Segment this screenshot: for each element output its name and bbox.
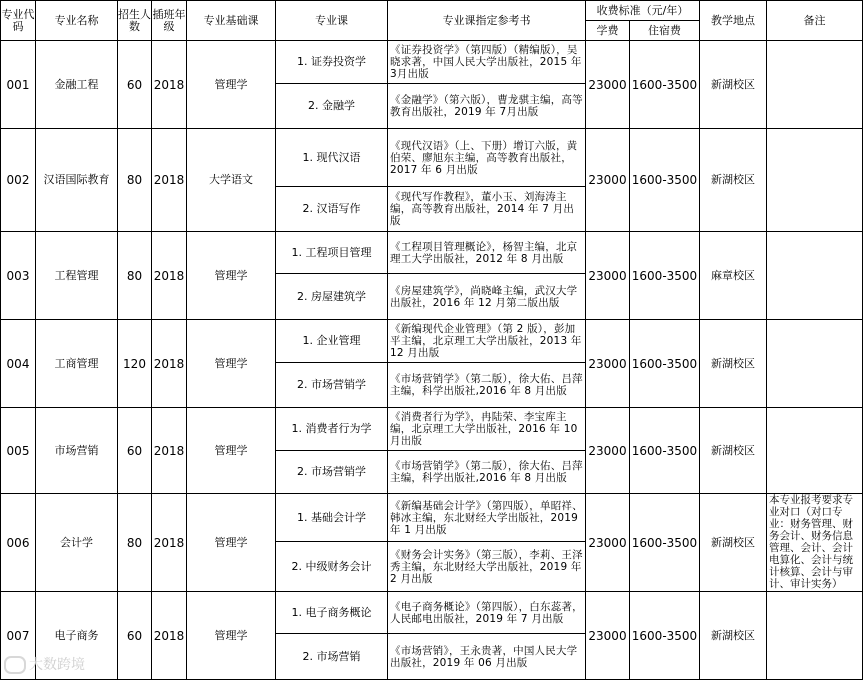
major-name-cell: 工程管理 <box>36 232 118 320</box>
major-name-cell: 市场营销 <box>36 408 118 494</box>
enroll-cell: 80 <box>118 129 152 232</box>
grade-cell: 2018 <box>152 320 187 408</box>
grade-cell: 2018 <box>152 232 187 320</box>
tuition-cell: 23000 <box>586 41 630 129</box>
basic-course-cell: 管理学 <box>187 494 276 592</box>
lodging-cell: 1600-3500 <box>630 129 700 232</box>
major-name-cell: 金融工程 <box>36 41 118 129</box>
reference-book-cell: 《新编基础会计学》（第四版），单昭祥、韩冰主编，东北财经大学出版社，2019 年 1 月出版 <box>388 494 586 542</box>
basic-course-cell: 管理学 <box>187 320 276 408</box>
campus-cell: 新湖校区 <box>700 41 767 129</box>
enroll-cell: 60 <box>118 408 152 494</box>
note-cell <box>767 232 863 320</box>
course-cell: 1. 现代汉语 <box>276 129 388 187</box>
lodging-cell: 1600-3500 <box>630 494 700 592</box>
course-cell: 2. 房屋建筑学 <box>276 274 388 320</box>
enroll-cell: 60 <box>118 592 152 680</box>
campus-cell: 新湖校区 <box>700 592 767 680</box>
table-row <box>1 232 863 274</box>
course-cell: 2. 中级财务会计 <box>276 542 388 592</box>
tuition-cell: 23000 <box>586 232 630 320</box>
campus-cell: 麻章校区 <box>700 232 767 320</box>
grade-cell: 2018 <box>152 494 187 592</box>
grade-cell: 2018 <box>152 408 187 494</box>
enroll-cell: 80 <box>118 494 152 592</box>
campus-cell: 新湖校区 <box>700 408 767 494</box>
reference-book-cell: 《消费者行为学》，冉陆荣、李宝库主编，北京理工大学出版社，2016 年 10 月出版 <box>388 408 586 451</box>
reference-book-cell: 《房屋建筑学》，尚晓峰主编，武汉大学出版社，2016 年 12 月第二版出版 <box>388 274 586 320</box>
campus-cell: 新湖校区 <box>700 494 767 592</box>
note-cell <box>767 129 863 232</box>
header-course: 专业课 <box>276 1 388 41</box>
lodging-cell: 1600-3500 <box>630 232 700 320</box>
major-code-cell: 003 <box>1 232 36 320</box>
grade-cell: 2018 <box>152 129 187 232</box>
major-code-cell: 005 <box>1 408 36 494</box>
table-row <box>1 41 863 84</box>
header-campus: 教学地点 <box>700 1 767 41</box>
header-grade: 插班年级 <box>152 1 187 41</box>
table-row <box>1 494 863 542</box>
course-cell: 1. 消费者行为学 <box>276 408 388 451</box>
lodging-cell: 1600-3500 <box>630 592 700 680</box>
header-code: 专业代码 <box>1 1 36 41</box>
course-cell: 1. 企业管理 <box>276 320 388 363</box>
basic-course-cell: 管理学 <box>187 408 276 494</box>
basic-course-cell: 大学语文 <box>187 129 276 232</box>
major-name-cell: 工商管理 <box>36 320 118 408</box>
basic-course-cell: 管理学 <box>187 41 276 129</box>
course-cell: 2. 市场营销学 <box>276 451 388 494</box>
grade-cell: 2018 <box>152 41 187 129</box>
table-row <box>1 592 863 634</box>
reference-book-cell: 《证券投资学》（第四版）（精编版），吴晓求著，中国人民大学出版社，2015 年 3月出版 <box>388 41 586 84</box>
reference-book-cell: 《现代写作教程》，董小玉、刘海涛主编，高等教育出版社，2014 年 7 月出版 <box>388 187 586 232</box>
header-notes: 备注 <box>767 1 863 41</box>
enroll-cell: 80 <box>118 232 152 320</box>
reference-book-cell: 《现代汉语》（上、下册）增订六版，黄伯荣、廖旭东主编，高等教育出版社，2017 年 6 月出版 <box>388 129 586 187</box>
course-cell: 2. 金融学 <box>276 84 388 129</box>
header-name: 专业名称 <box>36 1 118 41</box>
watermark-text: 大数跨境 <box>29 657 85 673</box>
major-name-cell: 会计学 <box>36 494 118 592</box>
course-cell: 1. 电子商务概论 <box>276 592 388 634</box>
basic-course-cell: 管理学 <box>187 232 276 320</box>
course-cell: 1. 工程项目管理 <box>276 232 388 274</box>
major-code-cell: 004 <box>1 320 36 408</box>
header-enroll: 招生人数 <box>118 1 152 41</box>
course-cell: 1. 证券投资学 <box>276 41 388 84</box>
tuition-cell: 23000 <box>586 320 630 408</box>
watermark-logo-icon <box>4 656 26 674</box>
lodging-cell: 1600-3500 <box>630 41 700 129</box>
lodging-cell: 1600-3500 <box>630 408 700 494</box>
header-basic-course: 专业基础课 <box>187 1 276 41</box>
enroll-cell: 120 <box>118 320 152 408</box>
header-books: 专业课指定参考书 <box>388 1 586 41</box>
basic-course-cell: 管理学 <box>187 592 276 680</box>
reference-book-cell: 《市场营销学》（第二版），徐大佑、吕萍主编，科学出版社,2016 年 8 月出版 <box>388 363 586 408</box>
table-row <box>1 320 863 363</box>
reference-book-cell: 《工程项目管理概论》，杨智主编，北京理工大学出版社，2012 年 8 月出版 <box>388 232 586 274</box>
reference-book-cell: 《财务会计实务》（第三版），李莉、王泽秀主编，东北财经大学出版社，2019 年 2 月出版 <box>388 542 586 592</box>
reference-book-cell: 《电子商务概论》（第四版），白东蕊著，人民邮电出版社，2019 年 7 月出版 <box>388 592 586 634</box>
campus-cell: 新湖校区 <box>700 129 767 232</box>
major-name-cell: 电子商务 <box>36 592 118 680</box>
note-cell: 本专业报考要求专业对口（对口专业：财务管理、财务会计、财务信息管理、会计、会计电算化、会计与统计核算、会计与审计、审计实务） <box>767 494 863 592</box>
tuition-cell: 23000 <box>586 592 630 680</box>
header-fee: 收费标准（元/年） <box>586 1 700 21</box>
lodging-cell: 1600-3500 <box>630 320 700 408</box>
major-code-cell: 006 <box>1 494 36 592</box>
course-cell: 2. 汉语写作 <box>276 187 388 232</box>
reference-book-cell: 《市场营销》，王永贵著，中国人民大学出版社，2019 年 06 月出版 <box>388 634 586 680</box>
course-cell: 1. 基础会计学 <box>276 494 388 542</box>
tuition-cell: 23000 <box>586 494 630 592</box>
table-row <box>1 129 863 187</box>
tuition-cell: 23000 <box>586 129 630 232</box>
tuition-cell: 23000 <box>586 408 630 494</box>
grade-cell: 2018 <box>152 592 187 680</box>
header-lodging: 住宿费 <box>630 21 700 41</box>
campus-cell: 新湖校区 <box>700 320 767 408</box>
table-row <box>1 408 863 451</box>
course-cell: 2. 市场营销 <box>276 634 388 680</box>
reference-book-cell: 《新编现代企业管理》（第 2 版），彭加平主编，北京理工大学出版社，2013 年 12 月出版 <box>388 320 586 363</box>
major-code-cell: 001 <box>1 41 36 129</box>
header-tuition: 学费 <box>586 21 630 41</box>
note-cell <box>767 408 863 494</box>
major-name-cell: 汉语国际教育 <box>36 129 118 232</box>
note-cell <box>767 320 863 408</box>
watermark <box>4 654 85 674</box>
enroll-cell: 60 <box>118 41 152 129</box>
reference-book-cell: 《市场营销学》（第二版），徐大佑、吕萍主编，科学出版社,2016 年 8 月出版 <box>388 451 586 494</box>
course-cell: 2. 市场营销学 <box>276 363 388 408</box>
note-cell <box>767 592 863 680</box>
reference-book-cell: 《金融学》（第六版），曹龙骐主编，高等教育出版社，2019 年 7月出版 <box>388 84 586 129</box>
major-code-cell: 002 <box>1 129 36 232</box>
major-code-cell: 007 <box>1 592 36 680</box>
note-cell <box>767 41 863 129</box>
